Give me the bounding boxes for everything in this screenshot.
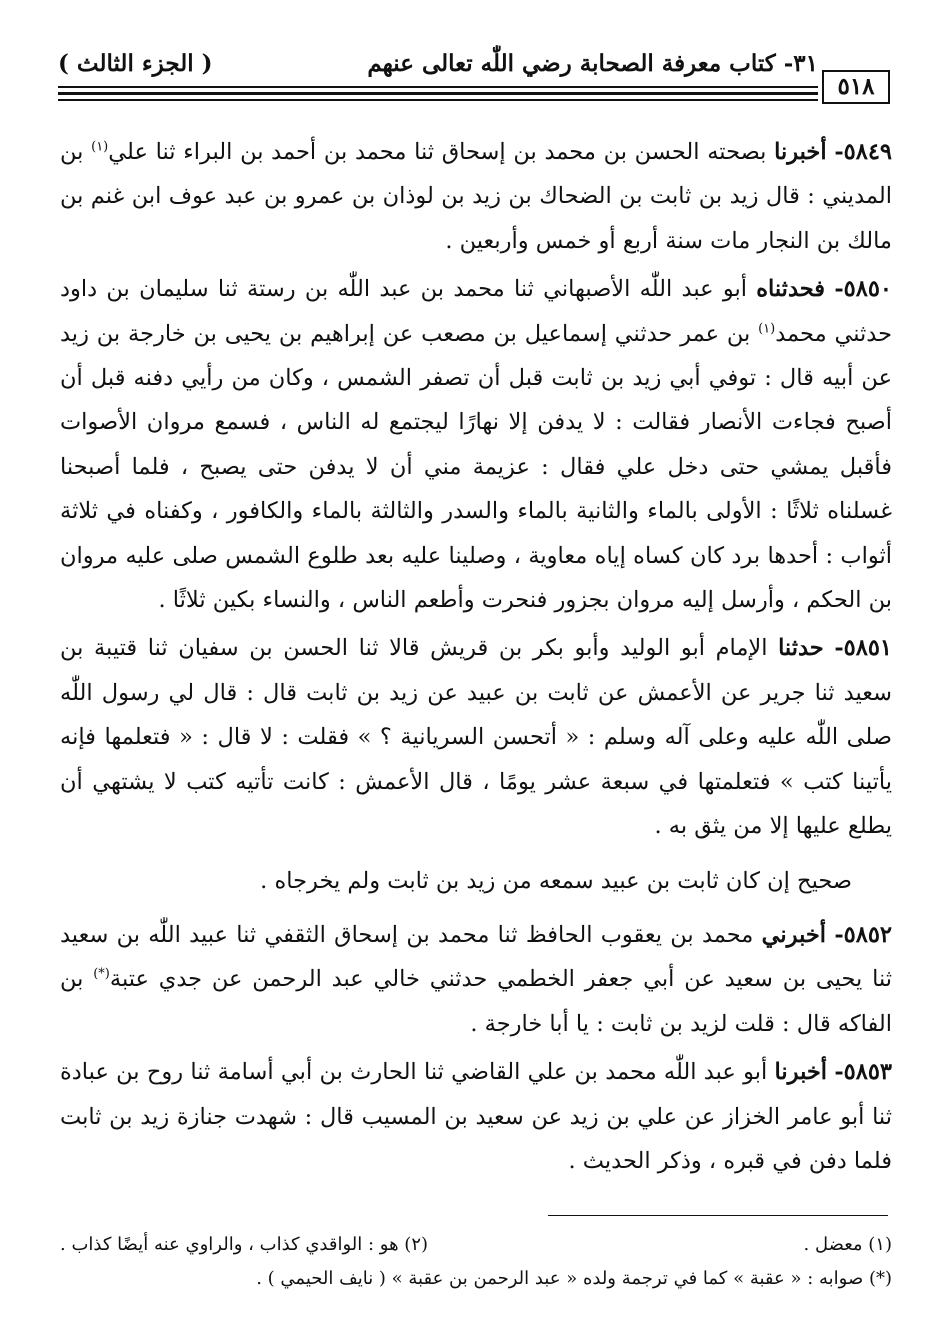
chapter-title: ٣١- كتاب معرفة الصحابة رضي اللّٰه تعالى عنهم bbox=[367, 50, 818, 77]
footnote-marker: (١) bbox=[91, 139, 109, 155]
hadith-5853 bbox=[60, 1050, 892, 1183]
hadith-5849 bbox=[60, 130, 892, 263]
hadith-text: أبو عبد اللّٰه محمد بن علي القاضي ثنا الحارث بن أبي أسامة ثنا روح بن عبادة ثنا أبو عامر الخزاز عن علي بن زيد عن سعيد بن المسيب قال : شهدت جنازة زيد بن ثابت فلما دفن في قبره ، وذكر الحديث . bbox=[60, 1059, 892, 1174]
header-rule-middle bbox=[58, 92, 818, 95]
header-rule-bottom bbox=[58, 99, 818, 101]
hadith-text-continued: بن الفاكه قال : قلت لزيد بن ثابت : يا أبا خارجة . bbox=[60, 966, 892, 1037]
hadith-text-continued: بن عمر حدثني إسماعيل بن مصعب عن إبراهيم بن يحيى بن خارجة بن زيد عن أبيه قال : توفي أبي زيد بن ثابت قبل أن تصفر الشمس ، وكان من رأيي دفنه قبل أن أصبح فجاءت الأنصار فقالت : لا يدفن إلا نهارًا ليجتمع له الناس ، فسمع مروان الأصوات فأقبل يمشي حتى دخل علي فقال : عزيمة مني أن لا يدفن حتى يصبح ، فلما أصبحنا غسلناه ثلاثًا : الأولى بالماء والثانية بالماء والسدر والثالثة بالماء والكافور ، وكفناه في ثلاثة أثواب : أحدها برد كان كساه إياه معاوية ، وصلينا عليه بعد طلوع الشمس صلى عليه مروان بن الحكم ، وأرسل إليه مروان بجزور فنحرت وأطعم الناس ، والنساء بكين ثلاثًا . bbox=[60, 320, 892, 614]
page-number: ٥١٨ bbox=[822, 70, 890, 104]
hadith-5851 bbox=[60, 626, 892, 848]
hadith-number: ٥٨٥١- bbox=[834, 635, 892, 662]
footnote-row bbox=[60, 1262, 892, 1296]
page-header bbox=[58, 44, 888, 84]
part-label: ( الجزء الثالث ) bbox=[58, 50, 213, 77]
hadith-lead-word: فحدثناه bbox=[756, 276, 826, 303]
hadith-text: الإمام أبو الوليد وأبو بكر بن قريش قالا ثنا الحسن بن سفيان ثنا قتيبة بن سعيد ثنا جرير عن الأعمش عن ثابت بن عبيد عن زيد بن ثابت قال : قال لي رسول اللّٰه صلى اللّٰه عليه وعلى آله وسلم : « أتحسن السريانية ؟ » فقلت : لا قال : « فتعلمها فإنه يأتينا كتب » فتعلمتها في سبعة عشر يومًا ، قال الأعمش : كانت تأتيه كتب لا يشتهي أن يطلع عليها إلا من يثق به . bbox=[60, 635, 892, 840]
footnote-star: (*) صوابه : « عقبة » كما في ترجمة ولده « عبد الرحمن بن عقبة » ( نايف الحيمي ) . bbox=[256, 1268, 892, 1289]
footnote-marker: (١) bbox=[758, 321, 776, 337]
hadith-text-continued: بن المديني : قال زيد بن ثابت بن الضحاك بن زيد بن لوذان بن عمرو بن عبد عوف ابن غنم بن مالك بن النجار مات سنة أربع أو خمس وأربعين . bbox=[60, 139, 892, 254]
hadith-lead-word: حدثنا bbox=[778, 635, 824, 662]
hadith-number: ٥٨٥٢- bbox=[834, 921, 892, 948]
footnote-2: (٢) هو : الواقدي كذاب ، والراوي عنه أيضًا كذاب . bbox=[60, 1234, 429, 1255]
hadith-text: أبو عبد اللّٰه الأصبهاني ثنا محمد بن عبد اللّٰه بن رستة ثنا سليمان بن داود حدثني محمد bbox=[60, 276, 892, 347]
footnote-marker: (*) bbox=[93, 966, 110, 982]
hadith-lead-word: أخبرنا bbox=[774, 1059, 828, 1086]
hadith-number: ٥٨٥٣- bbox=[834, 1059, 893, 1086]
authentication-note bbox=[60, 859, 892, 903]
hadith-lead-word: أخبرني bbox=[761, 921, 827, 948]
footnote-row bbox=[60, 1228, 892, 1262]
footnote-1: (١) معضل . bbox=[803, 1234, 892, 1255]
hadith-number: ٥٨٥٠- bbox=[834, 276, 893, 303]
authentication-text: صحيح إن كان ثابت بن عبيد سمعه من زيد بن ثابت ولم يخرجاه . bbox=[260, 867, 852, 894]
hadith-lead-word: أخبرنا bbox=[774, 139, 827, 165]
header-rule-top bbox=[58, 86, 818, 88]
footnotes bbox=[60, 1228, 892, 1296]
footnote-separator bbox=[548, 1215, 888, 1216]
page-body bbox=[60, 130, 892, 1187]
hadith-number: ٥٨٤٩- bbox=[834, 139, 892, 165]
hadith-5850 bbox=[60, 267, 892, 622]
hadith-text: بصحته الحسن بن محمد بن إسحاق ثنا محمد بن أحمد بن البراء ثنا علي bbox=[108, 139, 775, 165]
hadith-5852 bbox=[60, 913, 892, 1046]
hadith-text: محمد بن يعقوب الحافظ ثنا محمد بن إسحاق الثقفي ثنا عبيد اللّٰه بن سعيد ثنا يحيى بن سعيد عن أبي جعفر الخطمي حدثني خالي عبد الرحمن عن جدي عتبة bbox=[60, 921, 892, 993]
